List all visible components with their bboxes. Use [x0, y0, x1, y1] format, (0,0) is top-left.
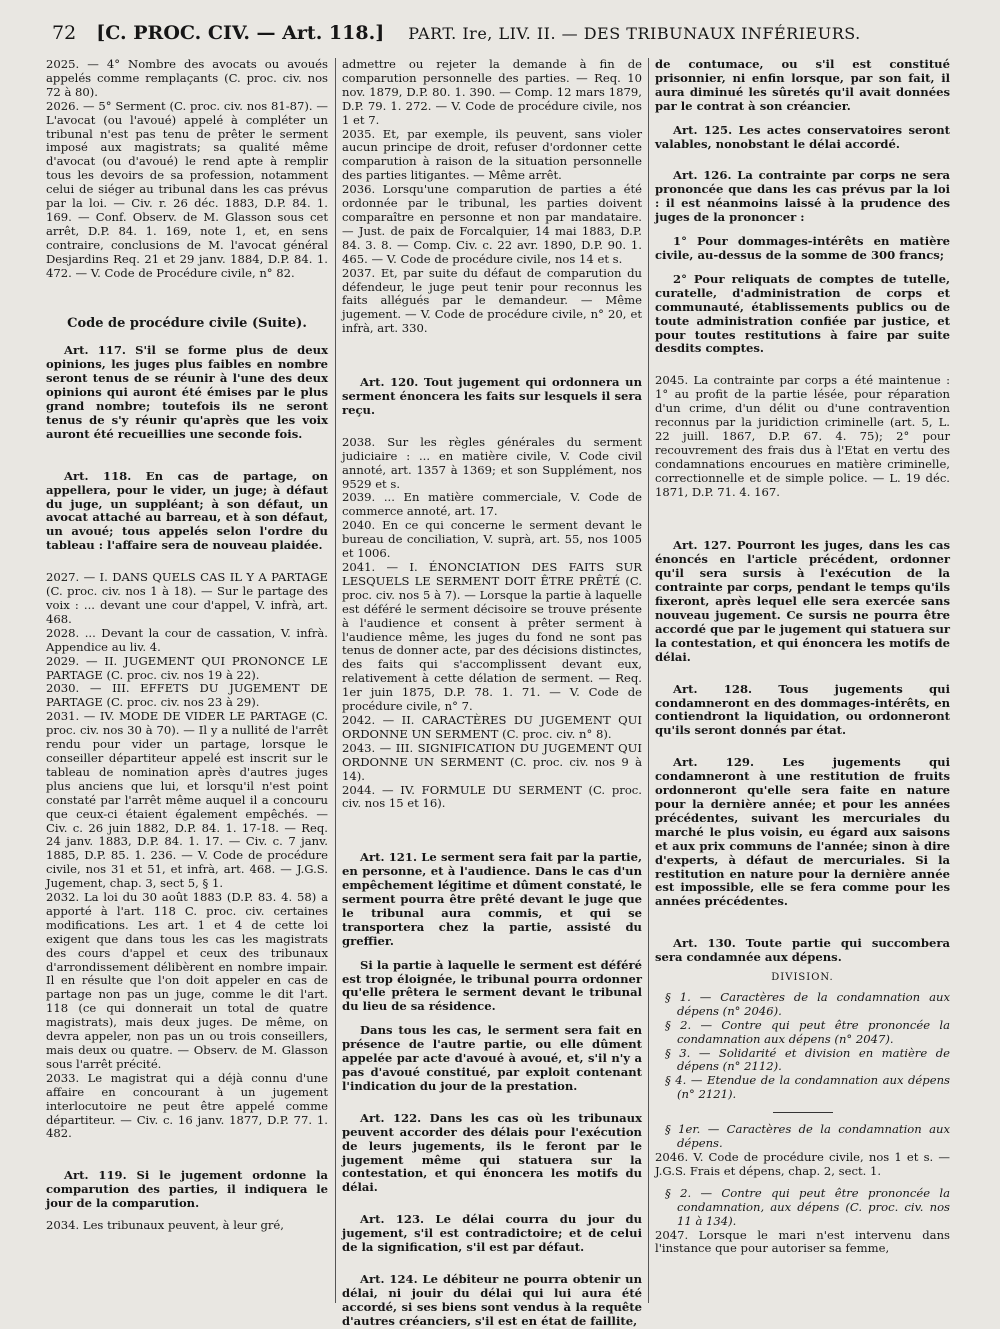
- paragraph: 2035. Et, par exemple, ils peuvent, sans violer aucun principe de droit, refuser d'ordonner cette comparution à raison de la situation personnelle des parties litigantes. — Même arrêt.: [342, 126, 642, 183]
- paragraph: 2043. — III. SIGNIFICATION DU JUGEMENT QUI ORDONNE UN SERMENT (C. proc. civ. nos 9 à 14).: [342, 740, 642, 783]
- article: Art. 121. Le serment sera fait par la partie, en personne, et à l'audience. Dans le cas d'un empêchement légitime et dûment constaté, le serment pourra être prêté devant le juge que le tribunal aura commis, et qui se transportera chez la partie, assisté du greffier.: [342, 850, 642, 948]
- paragraph: 2028. ... Devant la cour de cassation, V. infrà. Appendice au liv. 4.: [46, 625, 328, 654]
- paragraph: 2029. — II. JUGEMENT QUI PRONONCE LE PARTAGE (C. proc. civ. nos 19 à 22).: [46, 653, 328, 682]
- article: Art. 128. Tous jugements qui condamneront en des dommages-intérêts, en contiendront la liquidation, ou ordonneront qu'ils seront donnés par état.: [655, 681, 950, 738]
- paragraph: 2045. La contrainte par corps a été maintenue : 1° au profit de la partie lésée, pour réparation d'un crime, d'un délit ou d'une contravention reconnus par la juridiction criminelle (art. 5, L. 22 juill. 1867, D.P. 67. 4. 75); 2° pour recouvrement des frais dus à l'Etat en vertu des condamnations encourues en matière criminelle, correctionnelle et de simple police. — L. 19 déc. 1871, D.P. 71. 4. 167.: [655, 373, 950, 499]
- paragraph: admettre ou rejeter la demande à fin de comparution personnelle des parties. — Req. 10 nov. 1879, D.P. 80. 1. 390. — Comp. 12 mars 1879, D.P. 79. 1. 272. — V. Code de procédure civile, nos 1 et 7.: [342, 57, 642, 127]
- article: Art. 126. La contrainte par corps ne sera prononcée que dans les cas prévus par la loi : il est néanmoins laissé à la prudence des juges de la prononcer :: [655, 168, 950, 225]
- column-rule: [648, 58, 649, 1303]
- column-left: [46, 58, 328, 1307]
- paragraph: 2032. La loi du 30 août 1883 (D.P. 83. 4. 58) a apporté à l'art. 118 C. proc. civ. certaines modifications. Les art. 1 et 4 de cette loi exigent que dans tous les cas les magistrats des cours d'appel et ceux des tribunaux d'arrondissement délibèrent en nombre impair. Il en résulte que l'on doit appeler en cas de partage non pas un juge, comme le dit l'art. 118 (ce qui donnerait un total de quatre magistrats), mais deux juges. De même, on devra appeler, non pas un ou trois conseillers, mais deux ou quatre. — Observ. de M. Glasson sous l'arrêt précité.: [46, 890, 328, 1071]
- article: Art. 118. En cas de partage, on appellera, pour le vider, un juge; à défaut du juge, un suppléant; à son défaut, un avocat attaché au barreau, et à son défaut, un avoué; tous appelés selon l'ordre du tableau : l'affaire sera de nouveau plaidée.: [46, 468, 328, 553]
- article: Art. 117. S'il se forme plus de deux opinions, les juges plus faibles en nombre seront tenus de se réunir à l'une des deux opinions qui auront été émises par le plus grand nombre; toutefois ils ne seront tenus de s'y réunir qu'après que les voix auront été recueillies une seconde fois.: [46, 343, 328, 441]
- division-item: § 4. — Etendue de la condamnation aux dépens (n° 2121).: [665, 1073, 950, 1102]
- subsection-heading: § 2. — Contre qui peut être prononcée la condamnation, aux dépens (C. proc. civ. nos 11 à 134).: [665, 1185, 950, 1228]
- paragraph: 2041. — I. ÉNONCIATION DES FAITS SUR LESQUELS LE SERMENT DOIT ÊTRE PRÊTÉ (C. proc. civ. nos 5 à 7). — Lorsque la partie à laquelle est déféré le serment décisoire se trouve présente à l'audience et consent à prêter serment à l'audience même, les juges du fond ne sont pas tenus de donner acte, par des décisions distinctes, des faits qui s'accomplissent devant eux, relativement à cette délation de serment. — Req. 1er juin 1875, D.P. 78. 1. 71. — V. Code de procédure civile, n° 7.: [342, 560, 642, 714]
- header-title: PART. Ire, LIV. II. — DES TRIBUNAUX INFÉRIEURS.: [408, 24, 861, 43]
- article-paragraph: Si la partie à laquelle le serment est déféré est trop éloignée, le tribunal pourra ordonner qu'elle prêtera le serment devant le tribunal du lieu de sa résidence.: [342, 957, 642, 1014]
- division-item: § 3. — Solidarité et division en matière de dépens (n° 2112).: [665, 1045, 950, 1074]
- paragraph: 2027. — I. DANS QUELS CAS IL Y A PARTAGE (C. proc. civ. nos 1 à 18). — Sur le partage des voix : ... devant une cour d'appel, V. infrà, art. 468.: [46, 570, 328, 626]
- article: Art. 120. Tout jugement qui ordonnera un serment énoncera les faits sur lesquels il sera reçu.: [342, 375, 642, 417]
- article: Art. 122. Dans les cas où les tribunaux peuvent accorder des délais pour l'exécution de leurs jugements, ils le feront par le jugement même qui statuera sur la contestation, et qui énoncera les motifs du délai.: [342, 1110, 642, 1195]
- article-paragraph: Dans tous les cas, le serment sera fait en présence de l'autre partie, ou elle dûment appelée par acte d'avoué à avoué, et, s'il n'y a pas d'avoué constitué, par exploit contenant l'indication du jour de la prestation.: [342, 1023, 642, 1093]
- subsection-heading: § 1er. — Caractères de la condamnation aux dépens.: [665, 1122, 950, 1151]
- paragraph: 2036. Lorsqu'une comparution de parties a été ordonnée par le tribunal, les parties doivent comparaître en personne et non par mandataire. — Just. de paix de Forcalquier, 14 mai 1883, D.P. 84. 3. 8. — Comp. Civ. c. 22 avr. 1890, D.P. 90. 1. 465. — V. Code de procédure civile, nos 14 et s.: [342, 182, 642, 266]
- article-paragraph: 2° Pour reliquats de comptes de tutelle, curatelle, d'administration de corps et communauté, établissements publics ou de toute administration confiée par justice, et pour toutes restitutions à faire par suite desdits comptes.: [655, 271, 950, 356]
- paragraph: 2039. ... En matière commerciale, V. Code de commerce annoté, art. 17.: [342, 490, 642, 519]
- division-item: § 2. — Contre qui peut être prononcée la condamnation aux dépens (n° 2047).: [665, 1017, 950, 1046]
- article: Art. 125. Les actes conservatoires seront valables, nonobstant le délai accordé.: [655, 122, 950, 151]
- paragraph: 2044. — IV. FORMULE DU SERMENT (C. proc. civ. nos 15 et 16).: [342, 782, 642, 811]
- column-rule: [335, 58, 336, 1303]
- paragraph: 2033. Le magistrat qui a déjà connu d'une affaire en concourant à un jugement interlocutoire ne peut être appelé comme départiteur. — Civ. c. 16 janv. 1877, D.P. 77. 1. 482.: [46, 1070, 328, 1141]
- paragraph: 2040. En ce qui concerne le serment devant le bureau de conciliation, V. suprà, art. 55, nos 1005 et 1006.: [342, 518, 642, 561]
- header-code: [C. PROC. CIV. — Art. 118.]: [96, 22, 385, 44]
- section-heading: Code de procédure civile (Suite).: [67, 315, 307, 331]
- paragraph: 2026. — 5° Serment (C. proc. civ. nos 81-87). — L'avocat (ou l'avoué) appelé à compléter un tribunal n'est pas tenu de prêter le serment imposé aux magistrats; sa qualité même d'avocat (ou d'avoué) le rend apte à remplir tous les devoirs de sa profession, notamment celui de siéger au tribunal dans les cas prévus par la loi. — Civ. r. 26 déc. 1883, D.P. 84. 1. 169. — Conf. Observ. de M. Glasson sous cet arrêt, D.P. 84. 1. 169, note 1, et, en sens contraire, conclusions de M. l'avocat général Desjardins Req. 21 et 29 janv. 1884, D.P. 84. 1. 472. — V. Code de Procédure civile, n° 82.: [46, 98, 328, 280]
- page-header: [52, 22, 952, 54]
- article-continuation: de contumace, ou s'il est constitué prisonnier, ni enfin lorsque, par son fait, il aura diminué les sûretés qu'il avait données par le contrat à son créancier.: [655, 57, 950, 113]
- division-item: § 1. — Caractères de la condamnation aux dépens (n° 2046).: [665, 989, 950, 1018]
- paragraph: 2038. Sur les règles générales du serment judiciaire : ... en matière civile, V. Code civil annoté, art. 1357 à 1369; et son Supplément, nos 9529 et s.: [342, 434, 642, 491]
- article: Art. 123. Le délai courra du jour du jugement, s'il est contradictoire; et de celui de la signification, s'il est par défaut.: [342, 1212, 642, 1255]
- paragraph: 2031. — IV. MODE DE VIDER LE PARTAGE (C. proc. civ. nos 30 à 70). — Il y a nullité de l'arrêt rendu pour vider un partage, lorsque le conseiller départiteur appelé est inscrit sur le tableau de nomination après d'autres juges plus anciens que lui, et lorsqu'il n'est point constaté par l'arrêt même auquel il a concouru que ceux-ci étaient également empêchés. — Civ. c. 26 juin 1882, D.P. 84. 1. 17-18. — Req. 24 janv. 1883, D.P. 84. 1. 17. — Civ. c. 7 janv. 1885, D.P. 85. 1. 236. — V. Code de procédure civile, nos 31 et 51, et infrà, art. 468. — J.G.S. Jugement, chap. 3, sect 5, § 1.: [46, 709, 328, 891]
- division-heading: DIVISION.: [771, 972, 834, 984]
- paragraph: 2030. — III. EFFETS DU JUGEMENT DE PARTAGE (C. proc. civ. nos 23 à 29).: [46, 681, 328, 710]
- paragraph: 2046. V. Code de procédure civile, nos 1 et s. — J.G.S. Frais et dépens, chap. 2, sect. 1.: [655, 1150, 950, 1178]
- column-right: [655, 58, 950, 1307]
- divider: [773, 1112, 833, 1113]
- paragraph: 2034. Les tribunaux peuvent, à leur gré,: [46, 1218, 284, 1233]
- paragraph: 2025. — 4° Nombre des avocats ou avoués appelés comme remplaçants (C. proc. civ. nos 72 à 80).: [46, 57, 328, 99]
- page-number: 72: [52, 22, 77, 44]
- article: Art. 130. Toute partie qui succombera sera condamnée aux dépens.: [655, 936, 950, 965]
- paragraph: 2037. Et, par suite du défaut de comparution du défendeur, le juge peut tenir pour reconnus les faits allégués par le demandeur. — Même jugement. — V. Code de procédure civile, n° 20, et infrà, art. 330.: [342, 265, 642, 336]
- article: Art. 129. Les jugements qui condamneront à une restitution de fruits ordonneront qu'elle sera faite en nature pour la dernière année; et pour les années précédentes, suivant les mercuriales du marché le plus voisin, eu égard aux saisons et aux prix communs de l'année; sinon à dire d'experts, à défaut de mercuriales. Si la restitution en nature pour la dernière année est impossible, elle se fera comme pour les années précédentes.: [655, 755, 950, 909]
- paragraph: 2042. — II. CARACTÈRES DU JUGEMENT QUI ORDONNE UN SERMENT (C. proc. civ. n° 8).: [342, 712, 642, 741]
- paragraph: 2047. Lorsque le mari n'est intervenu dans l'instance que pour autoriser sa femme,: [655, 1227, 950, 1256]
- column-middle: [342, 57, 642, 1328]
- article-paragraph: 1° Pour dommages-intérêts en matière civile, au-dessus de la somme de 300 francs;: [655, 234, 950, 262]
- article: Art. 119. Si le jugement ordonne la comparution des parties, il indiquera le jour de la comparution.: [46, 1168, 328, 1211]
- article: Art. 127. Pourront les juges, dans les cas énoncés en l'article précédent, ordonner qu'il sera sursis à l'exécution de la contrainte par corps, pendant le temps qu'ils fixeront, après lequel elle sera exercée sans nouveau jugement. Ce sursis ne pourra être accordé que par le jugement qui statuera sur la contestation, et qui énoncera les motifs de délai.: [655, 538, 950, 664]
- article: Art. 124. Le débiteur ne pourra obtenir un délai, ni jouir du délai qui lui aura été accordé, si ses biens sont vendus à la requête d'autres créanciers, s'il est en état de faillite,: [342, 1271, 642, 1328]
